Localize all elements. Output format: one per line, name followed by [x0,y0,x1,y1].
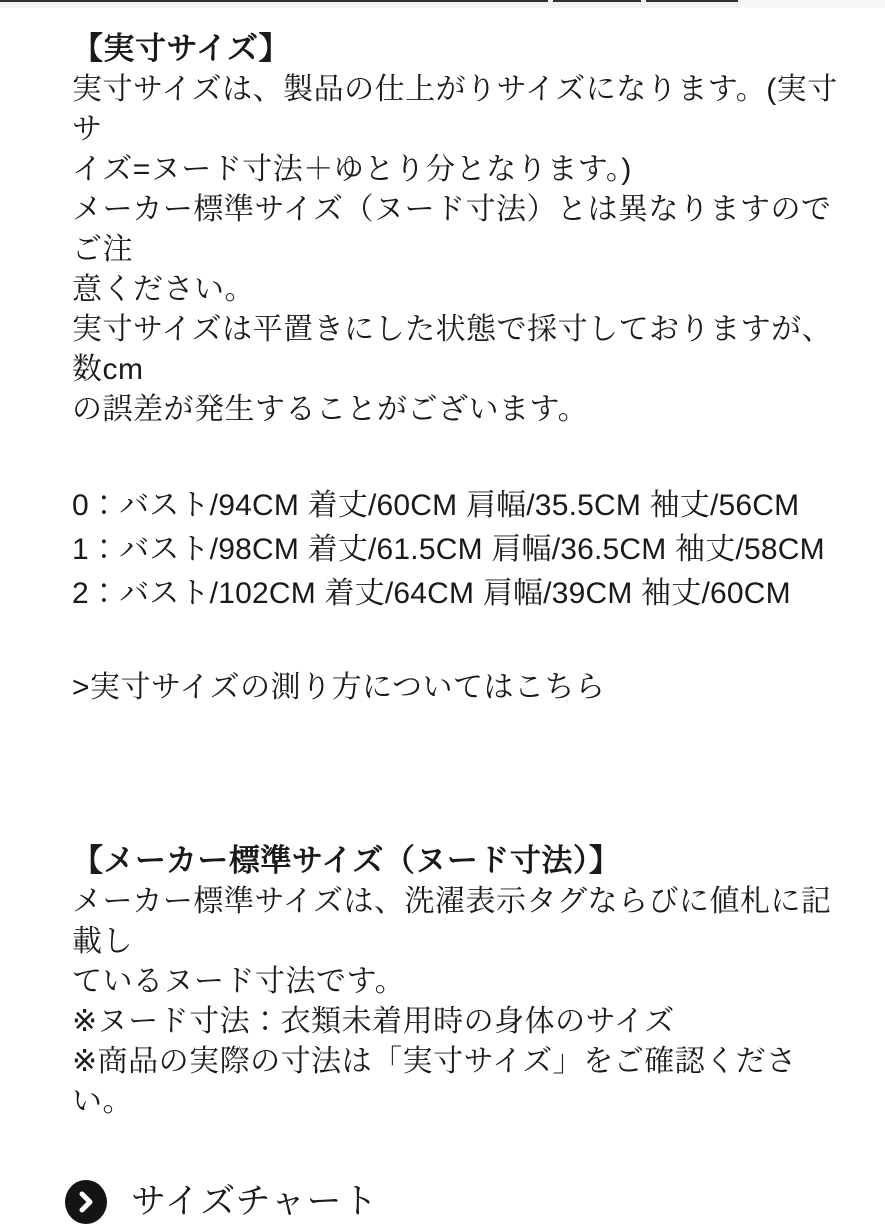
size-chart-label: サイズチャート [131,1182,379,1221]
actual-size-heading: 【実寸サイズ】 [72,31,291,66]
top-edge-light-segment [738,0,885,8]
chevron-right-icon [65,1180,107,1224]
maker-size-description: メーカー標準サイズは、洗濯表示タグならびに値札に記載し ているヌード寸法です。 ※ヌード寸法：衣類未着用時の身体のサイズ ※商品の実際の寸法は「実寸サイズ」をご確認ください。 [72,885,832,1118]
section-actual-size [72,28,847,708]
measurement-list: 0：バスト/94CM 着丈/60CM 肩幅/35.5CM 袖丈/56CM 1：バスト/98CM 着丈/61.5CM 肩幅/36.5CM 袖丈/58CM 2：バスト/102CM 着丈/64CM 肩幅/39CM 袖丈/60CM [72,489,825,610]
top-edge-line [646,0,738,2]
actual-size-description: 実寸サイズは、製品の仕上がりサイズになります。(実寸サ イズ=ヌード寸法＋ゆとり分となります。) メーカー標準サイズ（ヌード寸法）とは異なりますのでご注 意ください。 実寸サイズは平置きにした状態で採寸しておりますが、数cm の誤差が発生することがございます。 [72,73,838,426]
top-edge-remnant [0,0,885,8]
size-info-content [0,8,885,1224]
size-chart-button[interactable] [65,1180,378,1224]
maker-size-heading: 【メーカー標準サイズ（ヌード寸法）】 [72,843,621,878]
top-edge-line [0,0,548,2]
measuring-guide-link[interactable]: >実寸サイズの測り方についてはこちら [72,671,606,704]
top-edge-line [553,0,641,2]
